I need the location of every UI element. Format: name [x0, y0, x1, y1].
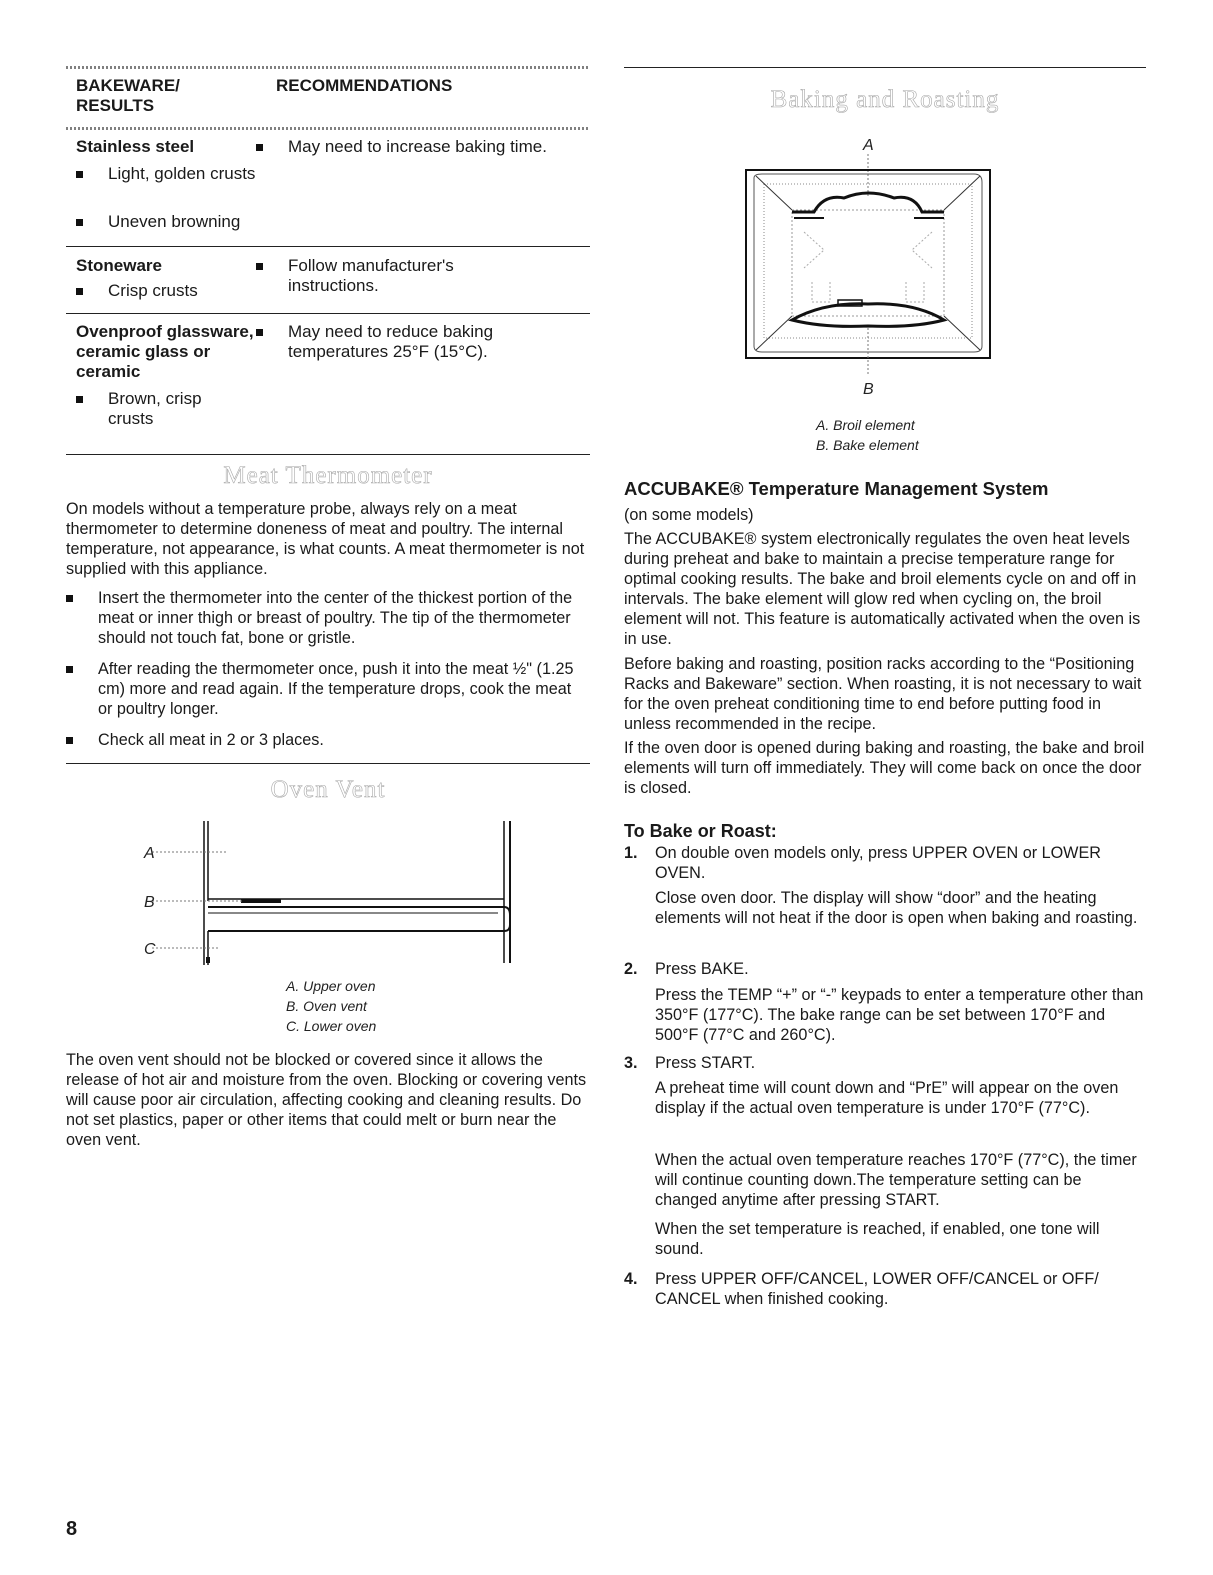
oven-elements-diagram [734, 132, 1004, 402]
bake-step-note: A preheat time will count down and “PrE” will appear on the oven display if the actual oven temperature is under 170°F (77°C). [655, 1079, 1119, 1117]
vent-label-c: C [144, 941, 156, 958]
table-row-rule [66, 313, 590, 314]
meat-thermometer-bullet: After reading the thermometer once, push it into the meat ½" (1.25 cm) more and read again. If the temperature drops, cook the meat or poultry longer. [66, 659, 590, 719]
table-header-bakeware: BAKEWARE/ RESULTS [76, 76, 180, 115]
bakeware-name: Ovenproof glassware, ceramic glass or ceramic [76, 322, 254, 381]
result-item: Crisp crusts [76, 281, 266, 301]
vent-caption: A. Upper oven [286, 978, 376, 994]
element-caption: B. Bake element [816, 437, 919, 453]
broil-label-a: A [863, 137, 874, 154]
bake-step: 3. Press START. [624, 1054, 756, 1072]
oven-vent-body: The oven vent should not be blocked or covered since it allows the release of hot air and moisture from the oven. Blocking or covering vents will cause poor air circulation, affecting cooking and cleaning results. Do not set plastics, paper or other items that could melt or burn near the oven vent. [66, 1051, 587, 1149]
bake-step-note: When the set temperature is reached, if enabled, one tone will sound. [655, 1220, 1100, 1258]
page-number: 8 [66, 1518, 78, 1540]
meat-thermometer-heading: Meat Thermometer [223, 462, 433, 489]
accubake-paragraph: The ACCUBAKE® system electronically regulates the oven heat levels during preheat and bake to maintain a precise temperature range for optimal cooking results. The bake and broil elements cycle on and off in intervals. The bake element will glow red when cycling on, the broil element will not. This feature is automatically activated when the oven is in use. [624, 530, 1141, 648]
bake-label-b: B [863, 381, 874, 398]
result-item: Uneven browning [76, 212, 266, 232]
accubake-paragraph: If the oven door is opened during baking and roasting, the bake and broil elements will turn off immediately. They will come back on once the door is closed. [624, 739, 1145, 797]
accubake-paragraph: Before baking and roasting, position racks according to the “Positioning Racks and Bakeware” section. When roasting, it is not necessary to wait for the oven preheat conditioning time to end before putting food in unless recommended in the recipe. [624, 655, 1142, 733]
section-rule [66, 454, 590, 455]
bake-step: 2. Press BAKE. [624, 960, 749, 978]
recommendation-item: May need to reduce baking temperatures 25°F (15°C). [256, 322, 536, 362]
accubake-heading: ACCUBAKE® Temperature Management System [624, 478, 1049, 499]
section-rule [624, 67, 1146, 68]
recommendation-item: Follow manufacturer's instructions. [256, 256, 496, 296]
table-header-rule [66, 127, 590, 130]
vent-label-b: B [144, 894, 155, 911]
bakeware-name: Stainless steel [76, 137, 195, 156]
table-row-rule [66, 246, 590, 247]
result-item: Light, golden crusts [76, 164, 256, 184]
accubake-subheading: (on some models) [624, 506, 754, 524]
table-top-rule [66, 66, 590, 69]
recommendation-item: May need to increase baking time. [256, 137, 586, 157]
oven-vent-diagram [126, 815, 526, 975]
bake-step-note: Press the TEMP “+” or “-” keypads to enter a temperature other than 350°F (177°C). The bake range can be set between 170°F and 500°F (77°C and 260°C). [655, 986, 1144, 1044]
baking-roasting-heading: Baking and Roasting [770, 86, 1000, 113]
element-caption: A. Broil element [816, 417, 915, 433]
vent-caption: C. Lower oven [286, 1018, 377, 1034]
bake-step-note: Close oven door. The display will show “door” and the heating elements will not heat if the door is open when baking and roasting. [655, 889, 1138, 927]
meat-thermometer-bullet: Check all meat in 2 or 3 places. [66, 730, 590, 750]
meat-thermometer-intro: On models without a temperature probe, always rely on a meat thermometer to determine doneness of meat and poultry. The internal temperature, not appearance, is what counts. A meat thermometer is not supplied with this appliance. [66, 500, 585, 578]
bake-step-note: When the actual oven temperature reaches 170°F (77°C), the timer will continue counting down.The temperature setting can be changed anytime after pressing START. [655, 1151, 1137, 1209]
bakeware-name: Stoneware [76, 256, 162, 275]
result-item: Brown, crisp crusts [76, 389, 236, 429]
table-header-recommendations: RECOMMENDATIONS [276, 76, 453, 95]
bake-roast-heading: To Bake or Roast: [624, 821, 777, 841]
oven-vent-heading: Oven Vent [270, 776, 386, 803]
bake-step: 4. Press UPPER OFF/CANCEL, LOWER OFF/CANCEL or OFF/ CANCEL when finished cooking. [624, 1270, 1099, 1308]
section-rule [66, 763, 590, 764]
vent-caption: B. Oven vent [286, 998, 367, 1014]
meat-thermometer-bullet: Insert the thermometer into the center of the thickest portion of the meat or inner thigh or breast of poultry. The tip of the thermometer should not touch fat, bone or gristle. [66, 588, 590, 648]
vent-label-a: A [144, 845, 155, 862]
bake-step: 1. On double oven models only, press UPPER OVEN or LOWER OVEN. [624, 844, 1101, 882]
